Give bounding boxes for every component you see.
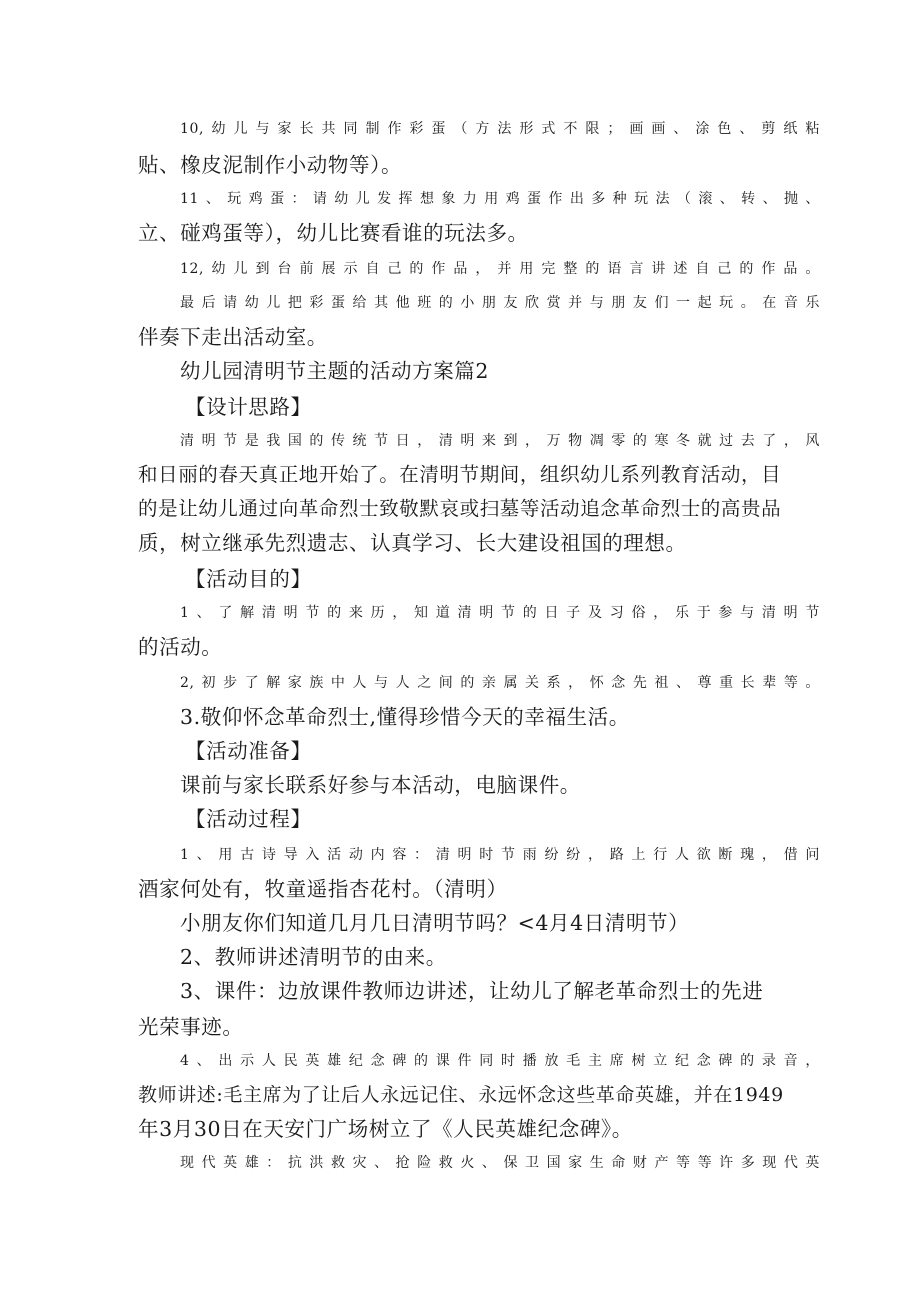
paragraph-line: 清明节是我国的传统节日，清明来到，万物凋零的寒冬就过去了，风 <box>180 433 820 449</box>
section-heading: 【设计思路】 <box>185 395 312 419</box>
paragraph-line: 最后请幼儿把彩蛋给其他班的小朋友欣赏并与朋友们一起玩。在音乐 <box>180 295 820 311</box>
paragraph-line: 和日丽的春天真正地开始了。在清明节期间，组织幼儿系列教育活动，目 <box>138 463 782 486</box>
paragraph-line: 2、教师讲述清明节的由来。 <box>180 945 447 969</box>
paragraph-line: 年3月30日在天安门广场树立了《人民英雄纪念碑》。 <box>138 1117 633 1141</box>
paragraph-line: 的是让幼儿通过向革命烈士致敬默哀或扫墓等活动追念革命烈士的高贵品 <box>138 497 782 520</box>
paragraph-line: 12,幼儿到台前展示自己的作品，并用完整的语言讲述自己的作品。 <box>180 261 820 277</box>
paragraph-line: 现代英雄：抗洪救灾、抢险救火、保卫国家生命财产等等许多现代英 <box>180 1155 820 1171</box>
paragraph-line: 酒家何处有，牧童遥指杏花村。（清明） <box>138 877 508 901</box>
paragraph-line: 2,初步了解家族中人与人之间的亲属关系，怀念先祖、尊重长辈等。 <box>180 675 820 691</box>
paragraph-line: 的活动。 <box>138 635 223 659</box>
paragraph-line: 立、碰鸡蛋等），幼儿比赛看谁的玩法多。 <box>138 221 529 245</box>
paragraph-line: 10,幼儿与家长共同制作彩蛋（方法形式不限；画画、涂色、剪纸粘 <box>180 121 820 137</box>
paragraph-line: 课前与家长联系好参与本活动，电脑课件。 <box>180 773 581 797</box>
paragraph-line: 4、出示人民英雄纪念碑的课件同时播放毛主席树立纪念碑的录音， <box>180 1053 820 1069</box>
paragraph-line: 3、课件：边放课件教师边讲述，让幼儿了解老革命烈士的先进 <box>180 979 764 1003</box>
paragraph-line: 质，树立继承先烈遗志、认真学习、长大建设祖国的理想。 <box>138 531 687 555</box>
paragraph-line: 1、用古诗导入活动内容：清明时节雨纷纷，路上行人欲断瑰，借问 <box>180 847 820 863</box>
section-heading: 【活动过程】 <box>185 807 312 831</box>
section-heading: 【活动目的】 <box>185 567 312 591</box>
paragraph-line: 11、玩鸡蛋：请幼儿发挥想象力用鸡蛋作出多种玩法（滚、转、抛、 <box>180 191 820 207</box>
section-title: 幼儿园清明节主题的活动方案篇2 <box>180 359 490 383</box>
paragraph-line: 小朋友你们知道几月几日清明节吗？<4月4日清明节） <box>180 911 690 935</box>
paragraph-line: 1、了解清明节的来历，知道清明节的日子及习俗，乐于参与清明节 <box>180 605 820 621</box>
section-heading: 【活动准备】 <box>185 739 312 763</box>
paragraph-line: 伴奏下走出活动室。 <box>138 325 328 349</box>
paragraph-line: 光荣事迹。 <box>138 1015 244 1039</box>
paragraph-line: 3.敬仰怀念革命烈士,懂得珍惜今天的幸福生活。 <box>180 705 630 729</box>
paragraph-line: 教师讲述:毛主席为了让后人永远记住、永远怀念这些革命英雄，并在1949 <box>138 1084 784 1106</box>
paragraph-line: 贴、橡皮泥制作小动物等）。 <box>138 153 403 177</box>
